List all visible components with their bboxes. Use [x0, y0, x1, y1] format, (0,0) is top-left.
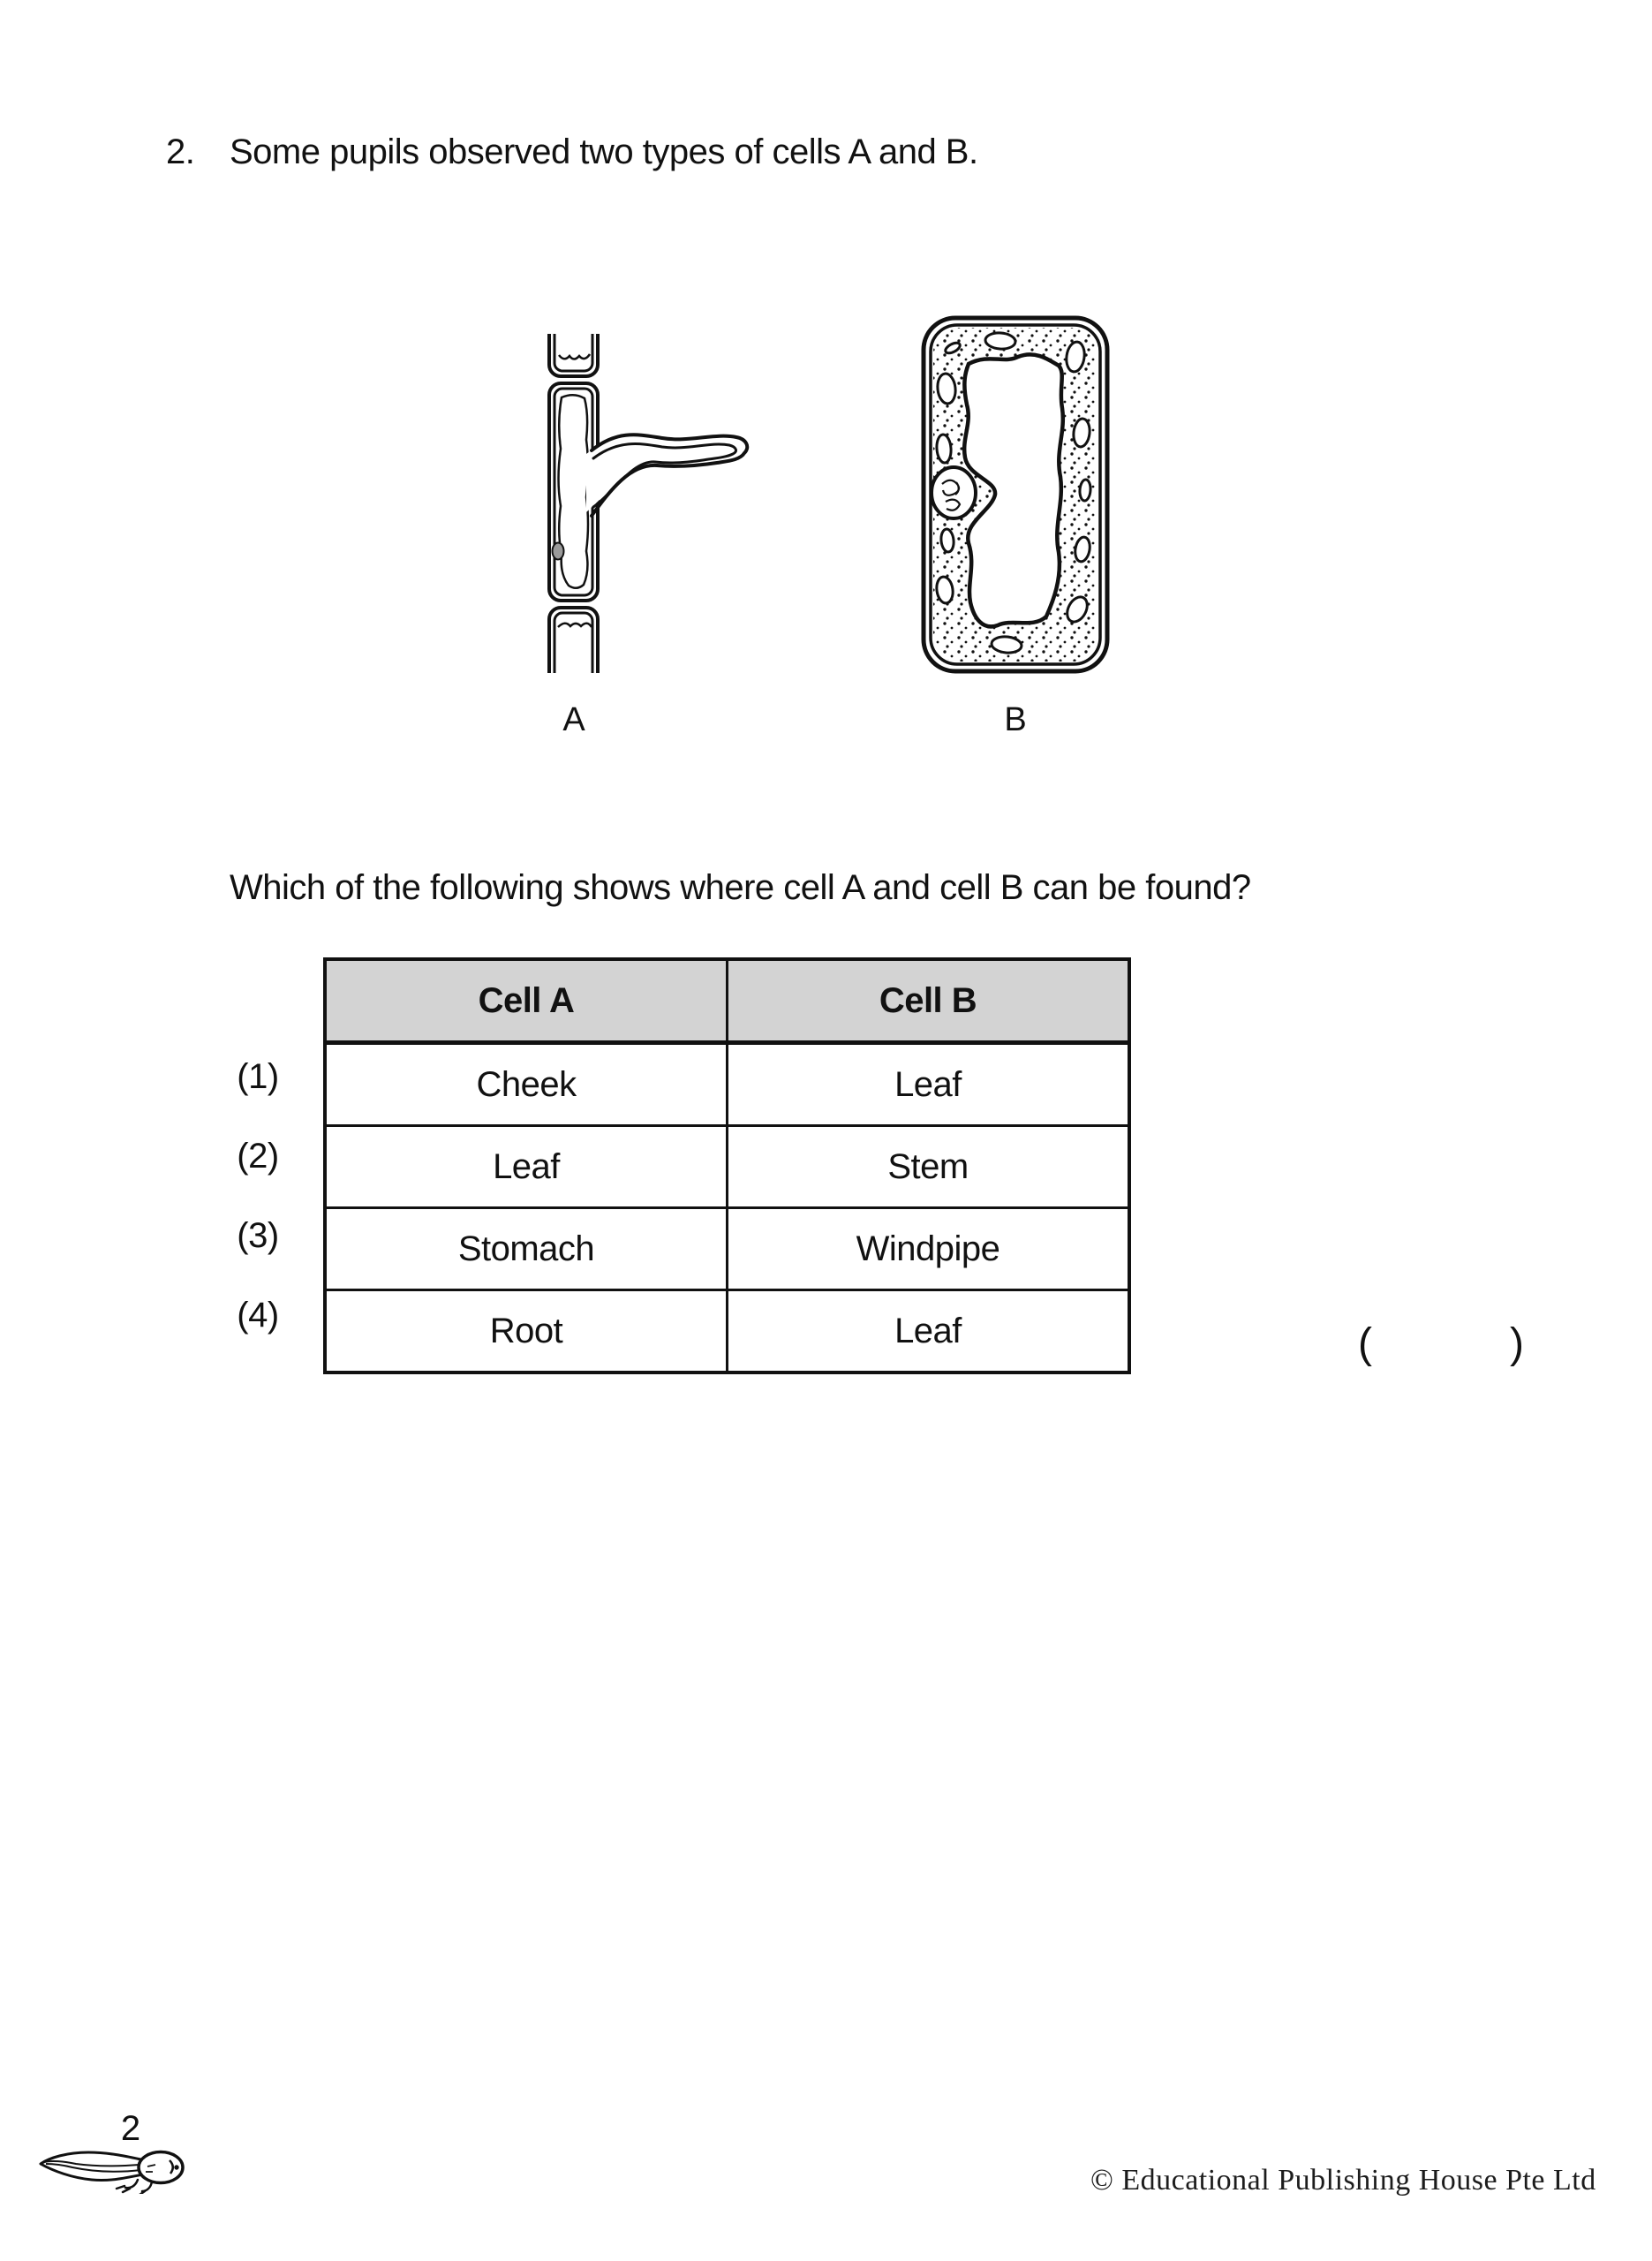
cell-b-value: Stem	[728, 1126, 1130, 1208]
header-cell-a: Cell A	[325, 959, 728, 1043]
cell-a-value: Root	[325, 1290, 728, 1373]
answer-close-paren: )	[1510, 1320, 1524, 1367]
cell-a-diagram	[528, 334, 758, 673]
cell-b-value: Leaf	[728, 1043, 1130, 1126]
header-cell-b: Cell B	[728, 959, 1130, 1043]
cell-b-label: B	[1004, 701, 1027, 738]
question-text: Some pupils observed two types of cells A and B.	[230, 132, 978, 171]
cell-b-value: Leaf	[728, 1290, 1130, 1373]
option-number: (2)	[237, 1136, 279, 1176]
table-row	[325, 1208, 1129, 1290]
question-number: 2.	[166, 132, 195, 171]
table-row	[325, 1126, 1129, 1208]
copyright-notice: © Educational Publishing House Pte Ltd	[1090, 2164, 1596, 2197]
table-row	[325, 1043, 1129, 1126]
options-table	[323, 957, 1131, 1374]
question-prompt: Which of the following shows where cell A and cell B can be found?	[230, 868, 1251, 907]
answer-open-paren: (	[1358, 1320, 1372, 1367]
page-number: 2	[120, 2109, 141, 2148]
option-numbers	[223, 1037, 293, 1355]
cell-a-value: Cheek	[325, 1043, 728, 1126]
cell-a-label: A	[562, 701, 585, 738]
table-header-row	[325, 959, 1129, 1043]
answer-blank	[1358, 1320, 1524, 1368]
option-number: (4)	[237, 1295, 279, 1335]
option-number: (1)	[237, 1056, 279, 1096]
tadpole-logo-icon	[37, 2141, 189, 2194]
cell-b-diagram	[914, 309, 1117, 680]
table-row	[325, 1290, 1129, 1373]
cell-a-value: Stomach	[325, 1208, 728, 1290]
option-number: (3)	[237, 1215, 279, 1255]
cell-a-value: Leaf	[325, 1126, 728, 1208]
cell-a-nucleus	[553, 543, 564, 560]
cell-b-value: Windpipe	[728, 1208, 1130, 1290]
